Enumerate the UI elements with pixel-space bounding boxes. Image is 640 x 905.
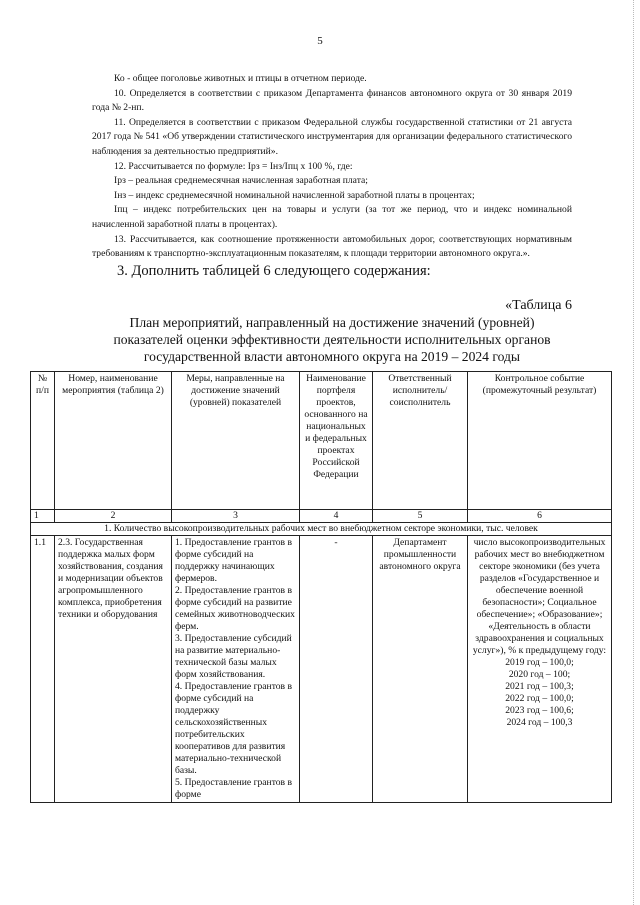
- column-number: 3: [172, 510, 300, 523]
- note-12-ipc: Iпц – индекс потребительских цен на товары и услуги (за тот же период, что и индекс номинальной начисленной заработной платы в процентах).: [92, 204, 572, 230]
- section-row: [31, 523, 612, 536]
- row-control-event: [468, 536, 612, 803]
- control-event-year: 2022 год – 100,0;: [505, 693, 574, 704]
- section-row-text: 1. Количество высокопроизводительных рабочих мест во внебюджетном секторе экономики, тыс. человек: [31, 523, 612, 536]
- control-event-year: 2023 год – 100,6;: [505, 705, 574, 716]
- header-measures: Меры, направленные на достижение значений (уровней) показателей: [172, 372, 300, 510]
- table-title-line: показателей оценки эффективности деятельности исполнительных органов: [113, 332, 551, 347]
- measure-item: 4. Предоставление грантов в форме субсидий на поддержку сельскохозяйственных потребительских кооперативов для развития материально-технической базы.: [175, 681, 293, 776]
- control-event-text: число высокопроизводительных рабочих мест во внебюджетном секторе экономики (без учета разделов «Государственное и обеспечение военной безопасности»; Социальное обеспечение»; «Образование»; «Деятельность в области здравоохранения и социальных услуг»), % к предыдущему году:: [472, 537, 607, 656]
- header-portfolio: Наименование портфеля проектов, основанного на национальных и федеральных проектах Российской Федерации: [300, 372, 373, 510]
- table-title: [92, 314, 572, 365]
- note-ko: Ко - общее поголовье животных и птицы в отчетном периоде.: [114, 73, 367, 84]
- header-event: Номер, наименование мероприятия (таблица 2): [55, 372, 172, 510]
- measure-item: 3. Предоставление субсидий на развитие материально-технической базы малых форм хозяйствования.: [175, 633, 292, 680]
- note-13: 13. Рассчитывается, как соотношение протяженности автомобильных дорог, соответствующих нормативным требованиям к транспортно-эксплуатационным показателям, к площади территории автономного округа.».: [92, 233, 572, 260]
- column-number: 5: [373, 510, 468, 523]
- table-row: [31, 536, 612, 803]
- note-12-inz: Iнз – индекс среднемесячной номинальной начисленной заработной платы в процентах;: [114, 189, 475, 201]
- column-number: 4: [300, 510, 373, 523]
- note-12: 12. Рассчитывается по формуле: Iрз = Iнз/Iпц х 100 %, где:: [114, 160, 353, 172]
- row-portfolio: -: [300, 536, 373, 803]
- measure-item: 1. Предоставление грантов в форме субсидий на поддержку начинающих фермеров.: [175, 537, 293, 584]
- control-event-year: 2021 год – 100,3;: [505, 681, 574, 692]
- header-control-event: Контрольное событие (промежуточный результат): [468, 372, 612, 510]
- note-10: 10. Определяется в соответствии с приказом Департамента финансов автономного округа от 30 января 2019 года № 2-нп.: [92, 87, 572, 114]
- table-title-line: План мероприятий, направленный на достижение значений (уровней): [129, 315, 535, 330]
- row-responsible: Департамент промышленности автономного округа: [373, 536, 468, 803]
- control-event-year: 2024 год – 100,3: [506, 717, 573, 728]
- row-measures: [172, 536, 300, 803]
- column-number: 6: [468, 510, 612, 523]
- control-event-year: 2020 год – 100;: [508, 669, 571, 680]
- row-event: 2.3. Государственная поддержка малых форм хозяйствования, создания и модернизации объектов агропромышленного комплекса, приобретения техники и оборудования: [55, 536, 172, 803]
- scan-edge: [633, 0, 634, 905]
- table-title-line: государственной власти автономного округа на 2019 – 2024 годы: [143, 349, 521, 364]
- note-11: 11. Определяется в соответствии с приказом Федеральной службы государственной статистики от 21 августа 2017 года № 541 «Об утверждении статистического инструментария для организации федерального статистического наблюдения за деятельностью предприятий».: [92, 116, 572, 157]
- note-12-irz: Iрз – реальная среднемесячная начисленная заработная плата;: [114, 175, 368, 187]
- header-responsible: Ответственный исполнитель/ соисполнитель: [373, 372, 468, 510]
- header-number: № п/п: [31, 372, 55, 510]
- column-number-row: [31, 510, 612, 523]
- section-heading: 3. Дополнить таблицей 6 следующего содержания:: [117, 263, 431, 279]
- column-number: 1: [31, 510, 55, 523]
- column-number: 2: [55, 510, 172, 523]
- control-event-year: 2019 год – 100,0;: [505, 657, 574, 668]
- footnotes: [92, 72, 572, 262]
- measure-item: 2. Предоставление грантов в форме субсидий на развитие семейных животноводческих ферм.: [175, 585, 295, 632]
- measures-plan-table: [30, 371, 612, 803]
- measure-item: 5. Предоставление грантов в форме: [175, 777, 293, 800]
- page-number: 5: [317, 35, 323, 47]
- table-tag: «Таблица 6: [505, 298, 572, 313]
- row-number: 1.1: [31, 536, 55, 803]
